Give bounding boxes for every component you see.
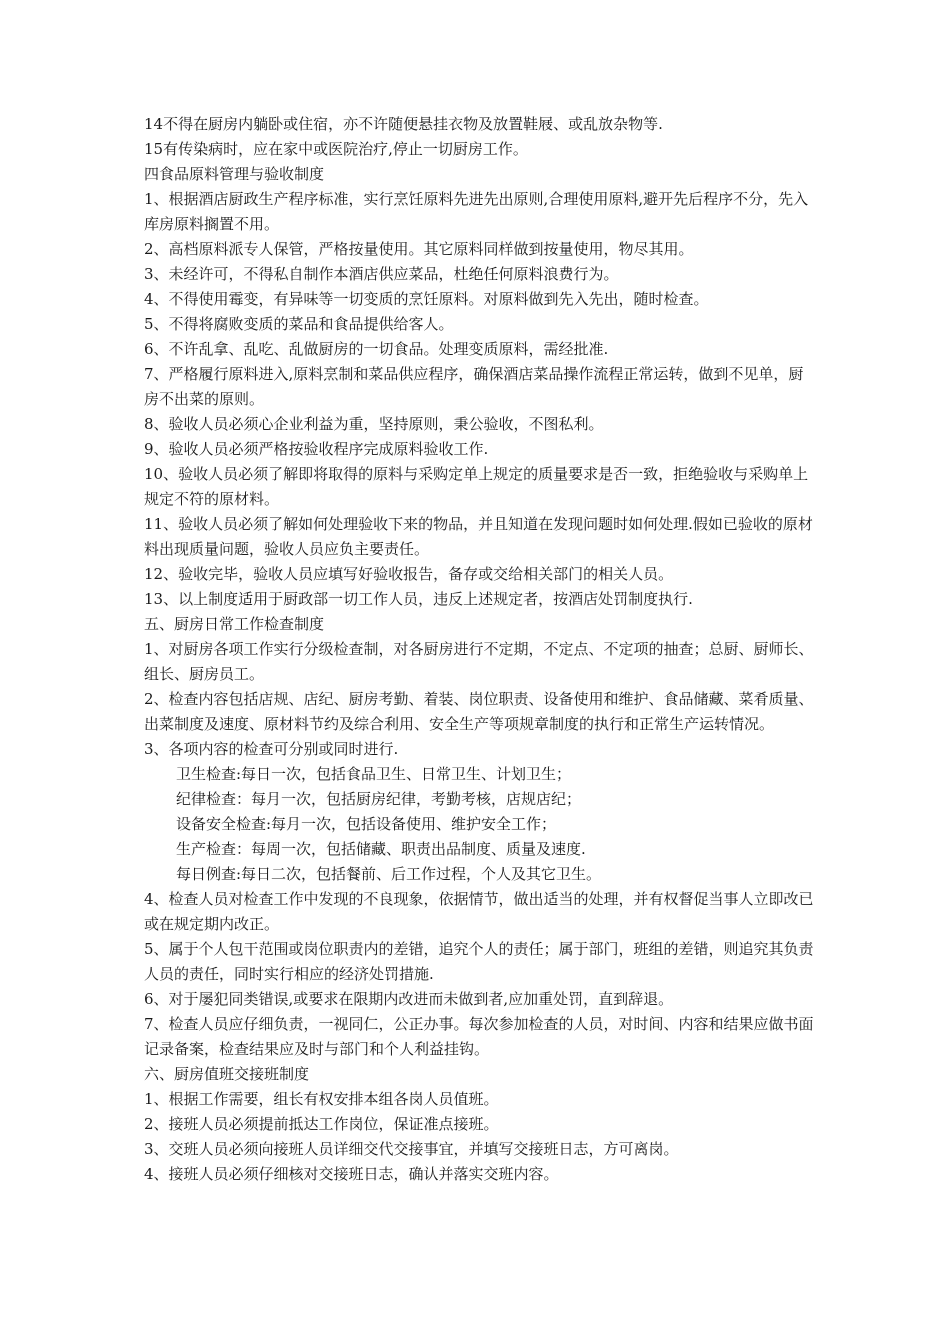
text-line: 11、验收人员必须了解如何处理验收下来的物品，并且知道在发现问题时如何处理.假如已验收的原材料出现质量问题，验收人员应负主要责任。 (144, 515, 813, 558)
text-line: 5、不得将腐败变质的菜品和食品提供给客人。 (144, 315, 454, 333)
text-line: 3、未经许可，不得私自制作本酒店供应菜品，杜绝任何原料浪费行为。 (144, 265, 619, 283)
text-line: 2、检查内容包括店规、店纪、厨房考勤、着装、岗位职责、设备使用和维护、食品储藏、菜肴质量、出菜制度及速度、原材料节约及综合利用、安全生产等项规章制度的执行和正常生产运转情况。 (144, 690, 814, 733)
text-line: 10、验收人员必须了解即将取得的原料与采购定单上规定的质量要求是否一致，拒绝验收与采购单上规定不符的原材料。 (144, 465, 809, 508)
section-heading: 五、厨房日常工作检查制度 (144, 615, 325, 633)
inspection-item: 每日例查:每日二次，包括餐前、后工作过程，个人及其它卫生。 (176, 865, 602, 883)
text-line: 4、接班人员必须仔细核对交接班日志，确认并落实交班内容。 (144, 1165, 559, 1183)
section-heading: 六、厨房值班交接班制度 (144, 1065, 310, 1083)
inspection-item: 生产检查：每周一次，包括储藏、职责出品制度、质量及速度. (176, 840, 586, 858)
inspection-item: 设备安全检查:每月一次，包括设备使用、维护安全工作； (176, 815, 557, 833)
text-line: 4、不得使用霉变，有异味等一切变质的烹饪原料。对原料做到先入先出，随时检查。 (144, 290, 709, 308)
text-line: 2、接班人员必须提前抵达工作岗位，保证准点接班。 (144, 1115, 499, 1133)
text-line: 5、属于个人包干范围或岗位职责内的差错，追究个人的责任；属于部门，班组的差错，则追究其负责人员的责任，同时实行相应的经济处罚措施. (144, 940, 814, 983)
text-line: 1、对厨房各项工作实行分级检查制，对各厨房进行不定期，不定点、不定项的抽查；总厨、厨师长、组长、厨房员工。 (144, 640, 814, 683)
text-line: 7、严格履行原料进入,原料烹制和菜品供应程序，确保酒店菜品操作流程正常运转，做到不见单，厨房不出菜的原则。 (144, 365, 804, 408)
text-line: 15有传染病时，应在家中或医院治疗,停止一切厨房工作。 (144, 140, 528, 158)
text-line: 6、不许乱拿、乱吃、乱做厨房的一切食品。处理变质原料，需经批准. (144, 340, 609, 358)
text-line: 12、验收完毕，验收人员应填写好验收报告，备存或交给相关部门的相关人员。 (144, 565, 674, 583)
text-line: 8、验收人员必须心企业利益为重，坚持原则，秉公验收，不图私利。 (144, 415, 604, 433)
text-line: 3、交班人员必须向接班人员详细交代交接事宜，并填写交接班日志，方可离岗。 (144, 1140, 679, 1158)
section-heading: 四食品原料管理与验收制度 (144, 165, 325, 183)
text-line: 3、各项内容的检查可分别或同时进行. (144, 740, 399, 758)
text-line: 1、根据酒店厨政生产程序标准，实行烹饪原料先进先出原则,合理使用原料,避开先后程序不分，先入库房原料搁置不用。 (144, 190, 809, 233)
text-line: 7、检查人员应仔细负责，一视同仁，公正办事。每次参加检查的人员，对时间、内容和结果应做书面记录备案，检查结果应及时与部门和个人利益挂钩。 (144, 1015, 814, 1058)
text-line: 14不得在厨房内躺卧或住宿，亦不许随便悬挂衣物及放置鞋屐、或乱放杂物等. (144, 115, 663, 133)
text-line: 13、以上制度适用于厨政部一切工作人员，违反上述规定者，按酒店处罚制度执行. (144, 590, 693, 608)
text-line: 9、验收人员必须严格按验收程序完成原料验收工作. (144, 440, 489, 458)
inspection-item: 卫生检查:每日一次，包括食品卫生、日常卫生、计划卫生； (176, 765, 572, 783)
text-line: 4、检查人员对检查工作中发现的不良现象，依据情节，做出适当的处理，并有权督促当事人立即改已或在规定期内改正。 (144, 890, 814, 933)
document-page (144, 112, 816, 1187)
text-line: 2、高档原料派专人保管，严格按量使用。其它原料同样做到按量使用，物尽其用。 (144, 240, 694, 258)
text-line: 6、对于屡犯同类错误,或要求在限期内改进而未做到者,应加重处罚，直到辞退。 (144, 990, 674, 1008)
text-line: 1、根据工作需要，组长有权安排本组各岗人员值班。 (144, 1090, 499, 1108)
inspection-item: 纪律检查：每月一次，包括厨房纪律，考勤考核，店规店纪； (176, 790, 582, 808)
